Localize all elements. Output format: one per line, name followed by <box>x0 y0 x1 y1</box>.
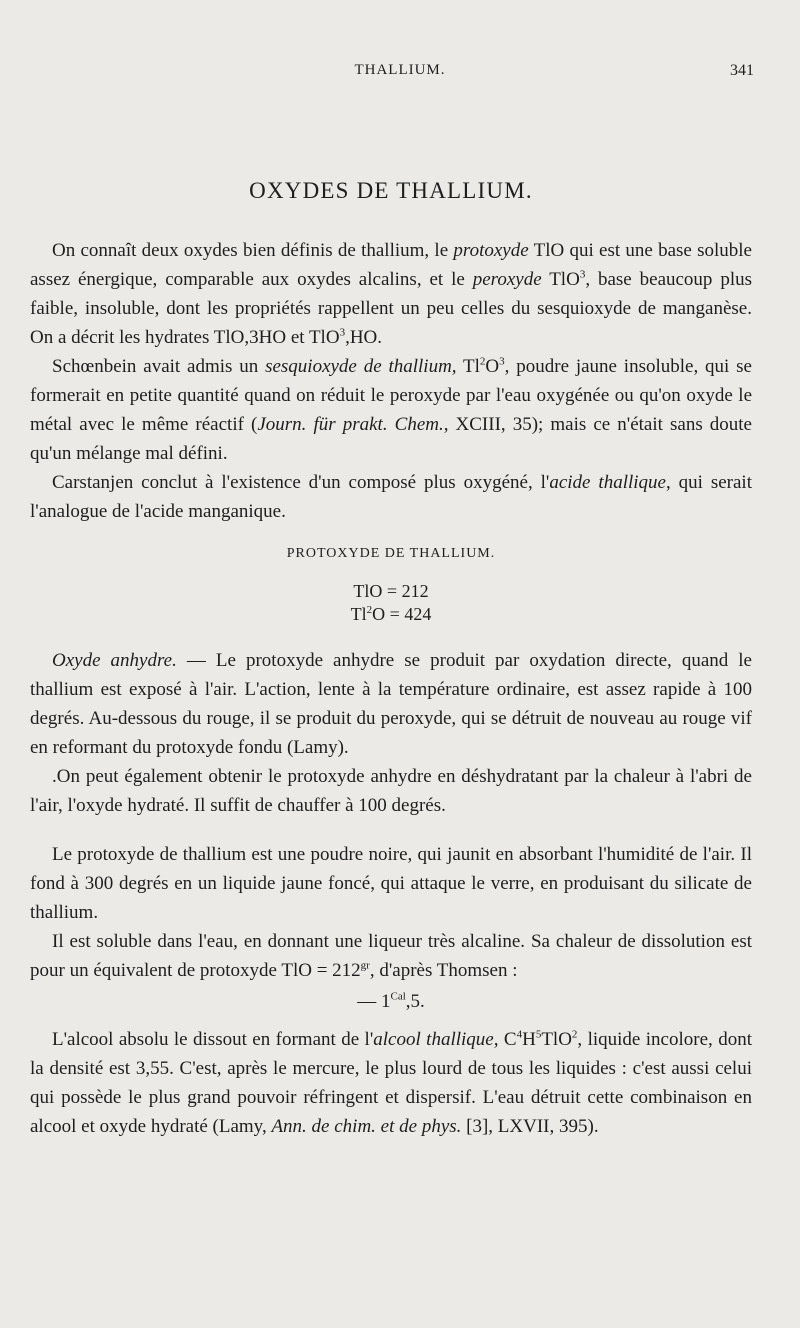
text-run: ,5. <box>405 991 425 1012</box>
text-run: , liquide incolore, dont la densité est 3,55. C'est, après le mercure, le plus lourd de tous les liquides : c'est aussi celui qui possède le plus grand pouvoir réfringent et dispersif. L'eau détruit cette combinaison en alcool et oxyde hydraté (Lamy, <box>30 1029 752 1137</box>
superscript: 2 <box>571 1028 578 1041</box>
paragraph-intro-1 <box>30 236 752 352</box>
formula-line-2 <box>30 603 752 626</box>
superscript: 5 <box>535 1028 542 1041</box>
italic-heading: Oxyde anhydre. <box>52 650 177 671</box>
section-title: OXYDES DE THALLIUM. <box>249 178 533 203</box>
paragraph-anhydre-1 <box>30 646 752 762</box>
heat-of-dissolution <box>30 991 752 1013</box>
page-body <box>30 170 752 1141</box>
text-run: L'alcool absolu le dissout en formant de l' <box>52 1029 374 1050</box>
text-run: Schœnbein avait admis un <box>52 356 266 377</box>
superscript: 2 <box>479 355 486 368</box>
paragraph-anhydre-3: Le protoxyde de thallium est une poudre noire, qui jaunit en absorbant l'humidité de l'air. Il fond à 300 degrés en un liquide jaune foncé, qui attaque le verre, en produisant du silicate de thallium. <box>30 844 752 923</box>
text-run: Carstanjen conclut à l'existence d'un composé plus oxygéné, l' <box>52 472 550 493</box>
text-run: [3], LXVII, 395). <box>461 1116 599 1137</box>
text-run: On connaît deux oxydes bien définis de thallium, le <box>52 240 454 261</box>
text-run: H <box>522 1029 536 1050</box>
superscript: Cal <box>390 990 406 1003</box>
text-run: , d'après Thomsen : <box>369 960 518 981</box>
italic-term: sesquioxyde de thallium, <box>265 356 457 377</box>
italic-term: peroxyde <box>472 269 542 290</box>
paragraph-anhydre-5 <box>30 1025 752 1141</box>
page-header <box>0 62 800 86</box>
superscript: 3 <box>579 268 586 281</box>
text-run: TlO <box>541 269 580 290</box>
superscript: 3 <box>339 326 346 339</box>
text-run: Tl <box>456 356 480 377</box>
formula-line-1: TlO = 212 <box>353 581 429 601</box>
text-run: — 1 <box>357 991 391 1012</box>
text-run: O = 424 <box>372 604 432 624</box>
journal-citation: Ann. de chim. et de phys. <box>271 1116 462 1137</box>
text-run: — Le protoxyde anhydre se produit par oxydation directe, quand le thallium est exposé à l'air. L'action, lente à la température ordinaire, est assez rapide à 100 degrés. Au-dessous du rouge, il se produit du peroxyde, qui se détruit de nouveau au rouge vif en reformant du protoxyde fondu (Lamy). <box>30 650 752 758</box>
italic-term: protoxyde <box>453 240 529 261</box>
subsection-title: PROTOXYDE DE THALLIUM. <box>286 546 496 561</box>
text-run: TlO <box>541 1029 572 1050</box>
text-run: , poudre jaune insoluble, qui se formerait en petite quantité quand on réduit le peroxyde par l'eau oxygénée ou qu'on oxyde le métal avec le même réactif ( <box>30 356 752 435</box>
text-run: C <box>498 1029 517 1050</box>
text-run: Il est soluble dans l'eau, en donnant une liqueur très alcaline. Sa chaleur de dissolution est pour un équivalent de protoxyde TlO = 212 <box>30 931 752 981</box>
text-run: , base beaucoup plus faible, insoluble, dont les propriétés rappellent un peu celles du sesquioxyde de manganèse. On a décrit les hydrates TlO,3HO et TlO <box>30 269 753 348</box>
formula-block <box>30 580 752 626</box>
page-number: 341 <box>730 62 754 79</box>
superscript: 4 <box>516 1028 523 1041</box>
paragraph-intro-2 <box>30 352 752 468</box>
text-run: TlO qui est une base soluble assez énergique, comparable aux oxydes alcalins, et le <box>30 240 752 290</box>
superscript: 3 <box>499 355 505 368</box>
superscript: gr <box>360 959 370 972</box>
superscript: 2 <box>366 604 373 616</box>
paragraph-anhydre-4 <box>30 927 752 985</box>
text-run: O <box>485 356 500 377</box>
running-title: THALLIUM. <box>354 62 446 78</box>
italic-term: acide thallique <box>549 472 666 493</box>
text-run: , qui serait l'analogue de l'acide manganique. <box>30 472 752 522</box>
text-run: Tl <box>350 604 367 624</box>
journal-citation: Journ. für prakt. Chem. <box>257 414 444 435</box>
spacer <box>30 820 752 840</box>
text-run: ,HO. <box>345 327 383 348</box>
text-run: , XCIII, 35); mais ce n'était sans doute qu'un mélange mal défini. <box>30 414 752 464</box>
paragraph-intro-3 <box>30 468 752 526</box>
italic-term: alcool thallique, <box>373 1029 499 1050</box>
paragraph-anhydre-2: .On peut également obtenir le protoxyde anhydre en déshydratant par la chaleur à l'abri de l'air, l'oxyde hydraté. Il suffit de chauffer à 100 degrés. <box>30 766 752 816</box>
